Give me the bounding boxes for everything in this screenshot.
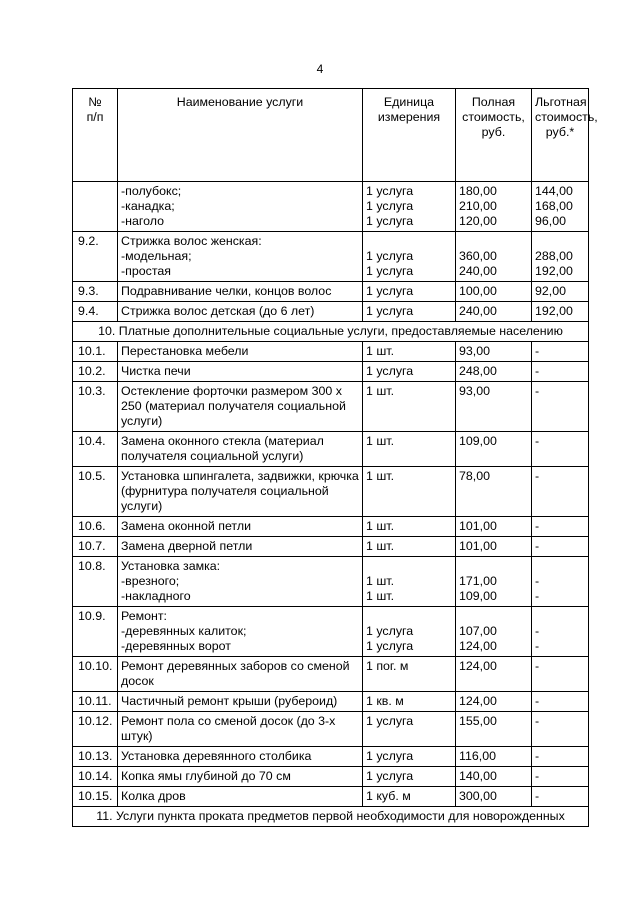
header-unit-label: Единица измерения: [377, 95, 441, 124]
row-discount-line: -: [535, 589, 540, 603]
row-full-line: 240,00: [459, 264, 497, 278]
table-row: [73, 182, 589, 232]
row-full-price: [456, 182, 532, 232]
row-unit: 1 услуга: [363, 302, 456, 322]
row-name: [118, 607, 363, 657]
row-discount-price: -: [532, 537, 589, 557]
row-name: Ремонт деревянных заборов со сменой досок: [118, 657, 363, 692]
row-full-price: [456, 557, 532, 607]
row-unit: 1 шт.: [363, 517, 456, 537]
table-row: [73, 657, 589, 692]
row-name: [118, 232, 363, 282]
row-discount-price: -: [532, 517, 589, 537]
row-num: 10.12.: [73, 712, 118, 747]
row-unit-line: 1 шт.: [366, 589, 395, 603]
section-heading-row: [73, 322, 589, 342]
row-name: Подравнивание челки, концов волос: [118, 282, 363, 302]
header-discount-label: Льготная стоимость, руб.*: [535, 95, 598, 139]
header-name-label: Наименование услуги: [176, 95, 304, 109]
row-discount-line: 168,00: [535, 199, 573, 213]
row-discount-price: -: [532, 362, 589, 382]
table-row: [73, 382, 589, 432]
row-num: 10.5.: [73, 467, 118, 517]
row-name: Частичный ремонт крыши (рубероид): [118, 692, 363, 712]
row-num: 10.1.: [73, 342, 118, 362]
row-num: 10.7.: [73, 537, 118, 557]
row-full-price: 300,00: [456, 787, 532, 807]
row-full-price: 93,00: [456, 342, 532, 362]
row-unit-line: 1 услуга: [366, 199, 414, 213]
row-unit-line: 1 услуга: [366, 184, 414, 198]
row-unit-line: 1 услуга: [366, 624, 414, 638]
row-discount-line: -: [535, 574, 540, 588]
row-full-price: 78,00: [456, 467, 532, 517]
row-full-price: 100,00: [456, 282, 532, 302]
header-full-price: [456, 89, 532, 182]
row-name-line: -простая: [121, 264, 171, 278]
row-discount-price: -: [532, 692, 589, 712]
row-full-price: 240,00: [456, 302, 532, 322]
table-row: [73, 282, 589, 302]
row-unit-line: 1 услуга: [366, 264, 414, 278]
row-unit: 1 услуга: [363, 767, 456, 787]
row-name: Колка дров: [118, 787, 363, 807]
section-heading-row: [73, 807, 589, 827]
table-row: [73, 302, 589, 322]
header-name: [118, 89, 363, 182]
row-name: Замена оконной петли: [118, 517, 363, 537]
row-name-line: Ремонт:: [121, 609, 167, 623]
row-discount-line: -: [535, 639, 540, 653]
row-name-line: -деревянных ворот: [121, 639, 231, 653]
row-name: Чистка печи: [118, 362, 363, 382]
row-full-price: 101,00: [456, 517, 532, 537]
row-full-line: 120,00: [459, 214, 497, 228]
table-row: [73, 767, 589, 787]
row-unit-line: 1 услуга: [366, 249, 414, 263]
row-name: Установка шпингалета, задвижки, крючка (фурнитура получателя социальной услуги): [118, 467, 363, 517]
row-unit: 1 услуга: [363, 747, 456, 767]
row-name: Копка ямы глубиной до 70 см: [118, 767, 363, 787]
row-full-line: 360,00: [459, 249, 497, 263]
row-full-price: 124,00: [456, 657, 532, 692]
row-unit-line: 1 услуга: [366, 214, 414, 228]
row-num: 9.3.: [73, 282, 118, 302]
table-row: [73, 747, 589, 767]
price-table: [72, 88, 598, 827]
table-row: [73, 232, 589, 282]
row-name: Замена оконного стекла (материал получателя социальной услуги): [118, 432, 363, 467]
row-name-line: -врезного;: [121, 574, 180, 588]
row-unit: 1 шт.: [363, 537, 456, 557]
row-full-price: 124,00: [456, 692, 532, 712]
row-name: [118, 557, 363, 607]
row-num: 10.13.: [73, 747, 118, 767]
row-unit: [363, 232, 456, 282]
table-row: [73, 432, 589, 467]
row-unit: [363, 182, 456, 232]
table-row: [73, 607, 589, 657]
row-discount-price: -: [532, 432, 589, 467]
row-unit: [363, 557, 456, 607]
row-discount-price: -: [532, 467, 589, 517]
row-name: [118, 182, 363, 232]
row-name-line: Установка замка:: [121, 559, 221, 573]
row-name: Остекление форточки размером 300 х 250 (материал получателя социальной услуги): [118, 382, 363, 432]
row-name-line: -полубокс;: [121, 184, 182, 198]
row-full-line: 109,00: [459, 589, 497, 603]
row-unit-line: 1 услуга: [366, 639, 414, 653]
row-name-line: -деревянных калиток;: [121, 624, 247, 638]
row-name-line: -наголо: [121, 214, 164, 228]
row-full-price: 109,00: [456, 432, 532, 467]
row-name: Установка деревянного столбика: [118, 747, 363, 767]
row-num: 10.4.: [73, 432, 118, 467]
row-name: Замена дверной петли: [118, 537, 363, 557]
row-name-line: -модельная;: [121, 249, 192, 263]
header-num-l1: № п/п: [86, 95, 104, 124]
row-unit: 1 куб. м: [363, 787, 456, 807]
row-num: 10.9.: [73, 607, 118, 657]
row-full-price: 155,00: [456, 712, 532, 747]
row-num: 10.6.: [73, 517, 118, 537]
row-num: 10.8.: [73, 557, 118, 607]
table-row: [73, 557, 589, 607]
row-full-line: 180,00: [459, 184, 497, 198]
row-unit: 1 шт.: [363, 342, 456, 362]
row-discount-price: -: [532, 342, 589, 362]
header-discount-price: [532, 89, 598, 182]
row-num: 10.2.: [73, 362, 118, 382]
row-discount-price: -: [532, 712, 589, 747]
row-num: 10.15.: [73, 787, 118, 807]
row-discount-line: 144,00: [535, 184, 573, 198]
row-name-line: Стрижка волос женская:: [121, 234, 262, 248]
row-num: 9.2.: [73, 232, 118, 282]
row-full-price: 93,00: [456, 382, 532, 432]
table-header: [73, 89, 589, 182]
table-row: [73, 517, 589, 537]
header-full-label: Полная стоимость, руб.: [462, 95, 525, 139]
row-unit: 1 услуга: [363, 282, 456, 302]
row-discount-line: 96,00: [535, 214, 567, 228]
row-unit: 1 услуга: [363, 712, 456, 747]
section-heading: 11. Услуги пункта проката предметов первой необходимости для новорожденных: [73, 807, 589, 827]
table-row: [73, 537, 589, 557]
row-discount-price: [532, 607, 589, 657]
row-discount-price: -: [532, 747, 589, 767]
row-full-price: 140,00: [456, 767, 532, 787]
header-num: [73, 89, 118, 182]
row-num: 10.10.: [73, 657, 118, 692]
page-number: 4: [316, 62, 324, 76]
row-discount-price: [532, 232, 589, 282]
row-unit: 1 шт.: [363, 467, 456, 517]
row-discount-line: 192,00: [535, 264, 573, 278]
row-name: Ремонт пола со сменой досок (до 3-х штук): [118, 712, 363, 747]
table-row: [73, 342, 589, 362]
table-row: [73, 692, 589, 712]
section-heading: 10. Платные дополнительные социальные услуги, предоставляемые населению: [73, 322, 589, 342]
row-unit: 1 шт.: [363, 432, 456, 467]
table-row: [73, 787, 589, 807]
row-full-price: 248,00: [456, 362, 532, 382]
row-discount-price: -: [532, 382, 589, 432]
row-discount-price: -: [532, 657, 589, 692]
header-unit: [363, 89, 456, 182]
row-discount-price: 192,00: [532, 302, 589, 322]
row-name: Перестановка мебели: [118, 342, 363, 362]
row-discount-price: -: [532, 787, 589, 807]
row-full-line: 171,00: [459, 574, 497, 588]
row-num: 10.11.: [73, 692, 118, 712]
row-discount-price: [532, 182, 589, 232]
row-unit-line: 1 шт.: [366, 574, 395, 588]
row-full-price: [456, 607, 532, 657]
row-unit: [363, 607, 456, 657]
table-row: [73, 712, 589, 747]
row-full-price: 101,00: [456, 537, 532, 557]
row-name-line: -накладного: [121, 589, 191, 603]
row-discount-line: -: [535, 624, 540, 638]
row-full-line: 107,00: [459, 624, 497, 638]
row-discount-price: -: [532, 767, 589, 787]
row-discount-price: [532, 557, 589, 607]
row-unit: 1 услуга: [363, 362, 456, 382]
row-unit: 1 шт.: [363, 382, 456, 432]
row-discount-price: 92,00: [532, 282, 589, 302]
row-full-line: 210,00: [459, 199, 497, 213]
row-full-price: [456, 232, 532, 282]
row-num: [73, 182, 118, 232]
row-name-line: -канадка;: [121, 199, 175, 213]
row-num: 10.3.: [73, 382, 118, 432]
table-row: [73, 362, 589, 382]
row-unit: 1 пог. м: [363, 657, 456, 692]
row-full-line: 124,00: [459, 639, 497, 653]
row-unit: 1 кв. м: [363, 692, 456, 712]
row-discount-line: 288,00: [535, 249, 573, 263]
row-full-price: 116,00: [456, 747, 532, 767]
table-row: [73, 467, 589, 517]
row-num: 9.4.: [73, 302, 118, 322]
row-num: 10.14.: [73, 767, 118, 787]
row-name: Стрижка волос детская (до 6 лет): [118, 302, 363, 322]
